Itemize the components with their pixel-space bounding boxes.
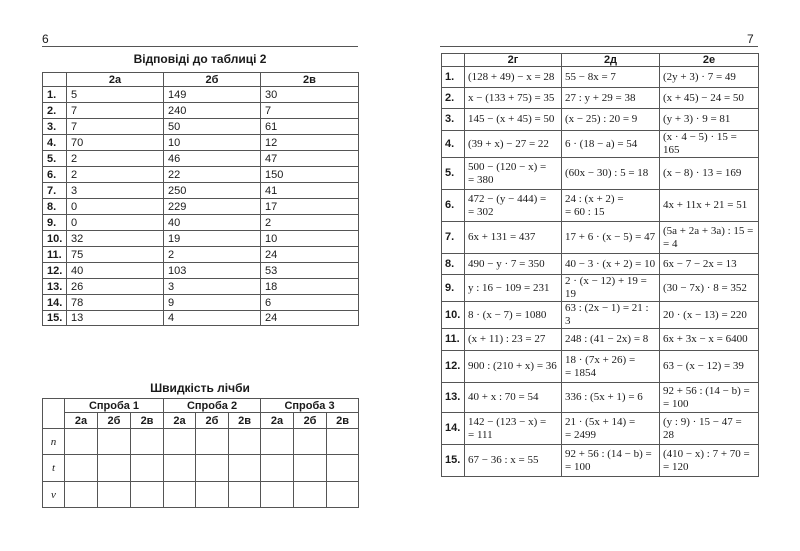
equation-line: (x − 8) · 13 = 169 bbox=[663, 167, 742, 179]
equation-line: = 2499 bbox=[565, 428, 596, 441]
equation-cell bbox=[465, 329, 562, 351]
equation-line: 6x − 7 − 2x = 13 bbox=[663, 257, 737, 270]
equation-cell bbox=[562, 445, 660, 477]
equation-line: 40 + x : 70 = 54 bbox=[468, 391, 539, 403]
equation-cell bbox=[660, 67, 759, 88]
answer-cell: 103 bbox=[164, 263, 261, 279]
equation-cell bbox=[465, 302, 562, 329]
answer-cell: 50 bbox=[164, 119, 261, 135]
row-number: 6. bbox=[442, 190, 465, 222]
speed-empty-cell bbox=[327, 482, 359, 508]
row-number: 10. bbox=[43, 231, 67, 247]
equation-cell bbox=[660, 413, 759, 445]
speed-empty-cell bbox=[164, 429, 196, 455]
equation-line: (x + 45) − 24 = 50 bbox=[663, 91, 744, 104]
equation-cell bbox=[660, 222, 759, 254]
answer-cell: 26 bbox=[67, 279, 164, 295]
answer-cell: 7 bbox=[67, 103, 164, 119]
equation-line: = 302 bbox=[468, 205, 494, 218]
row-number: 6. bbox=[43, 167, 67, 183]
equation-row bbox=[442, 88, 759, 109]
equation-line: 17 + 6 · (x − 5) = 47 bbox=[565, 231, 656, 243]
answer-cell: 2 bbox=[67, 151, 164, 167]
answers-row bbox=[43, 279, 359, 295]
equation-cell bbox=[465, 109, 562, 131]
row-number: 5. bbox=[43, 151, 67, 167]
equation-cell bbox=[562, 67, 660, 88]
equation-line: 6 · (18 − a) = 54 bbox=[565, 137, 638, 150]
equation-row bbox=[442, 67, 759, 88]
speed-empty-cell bbox=[131, 482, 164, 508]
equation-line: (128 + 49) − x = 28 bbox=[468, 70, 555, 83]
equation-line: = 111 bbox=[468, 428, 493, 441]
equation-line: (y + 3) · 9 = 81 bbox=[663, 113, 731, 125]
answers-header-cell: 2а bbox=[67, 73, 164, 87]
row-number: 5. bbox=[442, 158, 465, 190]
row-number: 11. bbox=[43, 247, 67, 263]
equation-cell bbox=[465, 254, 562, 275]
row-number: 1. bbox=[442, 67, 465, 88]
row-number: 1. bbox=[43, 87, 67, 103]
speed-col-header: 2а bbox=[65, 413, 98, 429]
equation-line: 336 : (5x + 1) = 6 bbox=[565, 391, 643, 403]
answer-cell: 30 bbox=[261, 87, 359, 103]
equation-line: 63 − (x − 12) = 39 bbox=[663, 360, 744, 372]
row-number: 2. bbox=[442, 88, 465, 109]
equation-row bbox=[442, 109, 759, 131]
answer-cell: 12 bbox=[261, 135, 359, 151]
equation-row bbox=[442, 302, 759, 329]
equation-cell bbox=[660, 445, 759, 477]
speed-row-label: v bbox=[43, 482, 65, 508]
row-number: 12. bbox=[43, 263, 67, 279]
row-number: 7. bbox=[442, 222, 465, 254]
speed-empty-cell bbox=[327, 429, 359, 455]
speed-row-label: n bbox=[43, 429, 65, 455]
row-number: 7. bbox=[43, 183, 67, 199]
page-number-right: 7 bbox=[747, 32, 754, 46]
speed-empty-cell bbox=[229, 429, 261, 455]
answer-cell: 17 bbox=[261, 199, 359, 215]
equation-cell bbox=[562, 109, 660, 131]
speed-empty-cell bbox=[229, 482, 261, 508]
answer-cell: 18 bbox=[261, 279, 359, 295]
speed-col-header: 2а bbox=[164, 413, 196, 429]
equation-cell bbox=[465, 445, 562, 477]
equation-cell bbox=[660, 131, 759, 158]
equation-cell bbox=[660, 275, 759, 302]
equation-line: 4x + 11x + 21 = 51 bbox=[663, 199, 748, 211]
equation-cell bbox=[660, 109, 759, 131]
answer-cell: 32 bbox=[67, 231, 164, 247]
speed-empty-cell bbox=[131, 429, 164, 455]
equation-cell bbox=[562, 88, 660, 109]
speed-empty-cell bbox=[98, 429, 131, 455]
equation-line: 92 + 56 : (14 − b) = bbox=[565, 447, 652, 460]
equation-cell bbox=[562, 351, 660, 383]
answer-cell: 53 bbox=[261, 263, 359, 279]
row-number: 3. bbox=[43, 119, 67, 135]
row-number: 2. bbox=[43, 103, 67, 119]
answer-cell: 78 bbox=[67, 295, 164, 311]
row-number: 4. bbox=[442, 131, 465, 158]
speed-row bbox=[43, 429, 359, 455]
equation-cell bbox=[660, 190, 759, 222]
answers-row bbox=[43, 151, 359, 167]
equation-row bbox=[442, 190, 759, 222]
answer-cell: 47 bbox=[261, 151, 359, 167]
equation-row bbox=[442, 275, 759, 302]
page-number-left: 6 bbox=[42, 32, 49, 46]
answers-row bbox=[43, 295, 359, 311]
answers-title: Відповіді до таблиці 2 bbox=[133, 52, 267, 66]
answer-cell: 2 bbox=[261, 215, 359, 231]
speed-empty-cell bbox=[261, 482, 294, 508]
speed-col-header: 2б bbox=[294, 413, 327, 429]
speed-empty-cell bbox=[294, 482, 327, 508]
answer-cell: 10 bbox=[261, 231, 359, 247]
equation-line: 6x + 131 = 437 bbox=[468, 231, 536, 243]
speed-corner-cell bbox=[43, 399, 65, 429]
equation-cell bbox=[660, 158, 759, 190]
answers-row bbox=[43, 119, 359, 135]
equation-line: = 380 bbox=[468, 173, 494, 186]
equation-line: 500 − (120 − x) = bbox=[468, 160, 547, 173]
equation-cell bbox=[562, 158, 660, 190]
equation-line: = 1854 bbox=[565, 366, 596, 379]
equation-cell bbox=[660, 351, 759, 383]
speed-col-header: 2б bbox=[98, 413, 131, 429]
equation-line: 21 · (5x + 14) = bbox=[565, 415, 636, 428]
answers-row bbox=[43, 167, 359, 183]
answers-header-cell bbox=[43, 73, 67, 87]
row-number: 9. bbox=[442, 275, 465, 302]
answer-cell: 41 bbox=[261, 183, 359, 199]
answers-row bbox=[43, 103, 359, 119]
answer-cell: 75 bbox=[67, 247, 164, 263]
answer-cell: 0 bbox=[67, 215, 164, 231]
equation-line: (x − 25) : 20 = 9 bbox=[565, 113, 638, 125]
row-number: 11. bbox=[442, 329, 465, 351]
equations-table bbox=[441, 53, 759, 477]
attempt-header: Спроба 3 bbox=[261, 399, 359, 413]
equation-cell bbox=[660, 302, 759, 329]
answer-cell: 0 bbox=[67, 199, 164, 215]
answer-cell: 46 bbox=[164, 151, 261, 167]
row-number: 13. bbox=[442, 383, 465, 413]
equation-line: (x + 11) : 23 = 27 bbox=[468, 333, 546, 345]
speed-empty-cell bbox=[261, 455, 294, 482]
answers-row bbox=[43, 215, 359, 231]
equation-cell bbox=[465, 67, 562, 88]
equation-line: 145 − (x + 45) = 50 bbox=[468, 113, 555, 125]
row-number: 4. bbox=[43, 135, 67, 151]
equation-cell bbox=[562, 329, 660, 351]
answer-cell: 24 bbox=[261, 247, 359, 263]
answer-cell: 3 bbox=[164, 279, 261, 295]
equation-cell bbox=[465, 131, 562, 158]
equation-line: 142 − (123 − x) = bbox=[468, 415, 547, 428]
equation-cell bbox=[465, 190, 562, 222]
answer-cell: 10 bbox=[164, 135, 261, 151]
equation-row bbox=[442, 413, 759, 445]
equation-cell bbox=[562, 131, 660, 158]
equations-header-cell: 2е bbox=[660, 54, 759, 67]
equation-row bbox=[442, 351, 759, 383]
row-number: 3. bbox=[442, 109, 465, 131]
equation-line: = 4 bbox=[663, 237, 678, 250]
answers-row bbox=[43, 247, 359, 263]
equation-line: (2y + 3) · 7 = 49 bbox=[663, 70, 736, 83]
equation-cell bbox=[660, 254, 759, 275]
equation-line: 20 · (x − 13) = 220 bbox=[663, 308, 747, 321]
equation-line: (39 + x) − 27 = 22 bbox=[468, 137, 549, 150]
equation-line: y : 16 − 109 = 231 bbox=[468, 281, 550, 294]
equation-line: = 100 bbox=[565, 460, 591, 473]
equation-line: = 60 : 15 bbox=[565, 205, 605, 218]
equation-cell bbox=[562, 275, 660, 302]
speed-empty-cell bbox=[65, 455, 98, 482]
row-number: 14. bbox=[442, 413, 465, 445]
equation-cell bbox=[465, 413, 562, 445]
equation-cell bbox=[660, 329, 759, 351]
row-number: 10. bbox=[442, 302, 465, 329]
answer-cell: 240 bbox=[164, 103, 261, 119]
header-rule-right bbox=[440, 46, 758, 47]
equation-line: 40 − 3 · (x + 2) = 10 bbox=[565, 257, 656, 270]
equation-cell bbox=[562, 302, 660, 329]
equation-cell bbox=[465, 222, 562, 254]
speed-empty-cell bbox=[65, 482, 98, 508]
equation-line: 27 : y + 29 = 38 bbox=[565, 91, 636, 104]
equation-cell bbox=[562, 222, 660, 254]
equation-line: 24 : (x + 2) = bbox=[565, 192, 624, 205]
speed-empty-cell bbox=[196, 482, 229, 508]
row-number: 14. bbox=[43, 295, 67, 311]
speed-empty-cell bbox=[229, 455, 261, 482]
equation-cell bbox=[562, 383, 660, 413]
answers-row bbox=[43, 311, 359, 326]
equation-line: (60x − 30) : 5 = 18 bbox=[565, 167, 649, 179]
equation-line: (x · 4 − 5) · 15 = 165 bbox=[663, 131, 737, 156]
answer-cell: 24 bbox=[261, 311, 359, 326]
answer-cell: 61 bbox=[261, 119, 359, 135]
equation-row bbox=[442, 254, 759, 275]
row-number: 9. bbox=[43, 215, 67, 231]
speed-empty-cell bbox=[327, 455, 359, 482]
equation-row bbox=[442, 445, 759, 477]
equation-row bbox=[442, 131, 759, 158]
row-number: 8. bbox=[442, 254, 465, 275]
answers-row bbox=[43, 183, 359, 199]
equation-line: 6x + 3x − x = 6400 bbox=[663, 333, 748, 345]
speed-empty-cell bbox=[98, 455, 131, 482]
equation-line: 67 − 36 : x = 55 bbox=[468, 454, 539, 466]
answer-cell: 9 bbox=[164, 295, 261, 311]
answer-cell: 13 bbox=[67, 311, 164, 326]
answer-cell: 149 bbox=[164, 87, 261, 103]
speed-empty-cell bbox=[294, 429, 327, 455]
answer-cell: 22 bbox=[164, 167, 261, 183]
equation-line: 2 · (x − 12) + 19 = 19 bbox=[565, 275, 647, 300]
speed-empty-cell bbox=[196, 429, 229, 455]
equation-line: = 120 bbox=[663, 460, 689, 473]
answer-cell: 2 bbox=[164, 247, 261, 263]
speed-col-header: 2в bbox=[327, 413, 359, 429]
equation-line: (410 − x) : 7 + 70 = bbox=[663, 447, 750, 460]
equations-header-cell bbox=[442, 54, 465, 67]
row-number: 8. bbox=[43, 199, 67, 215]
equation-row bbox=[442, 329, 759, 351]
equation-line: 92 + 56 : (14 − b) = bbox=[663, 384, 750, 397]
equation-row bbox=[442, 158, 759, 190]
attempt-header: Спроба 2 bbox=[164, 399, 261, 413]
answer-cell: 150 bbox=[261, 167, 359, 183]
speed-row bbox=[43, 455, 359, 482]
answer-cell: 19 bbox=[164, 231, 261, 247]
header-rule-left bbox=[42, 46, 358, 47]
answers-row bbox=[43, 135, 359, 151]
answers-header-cell: 2в bbox=[261, 73, 359, 87]
equation-line: 900 : (210 + x) = 36 bbox=[468, 360, 557, 372]
row-number: 15. bbox=[43, 311, 67, 326]
row-number: 12. bbox=[442, 351, 465, 383]
answers-row bbox=[43, 231, 359, 247]
equation-line: (30 − 7x) · 8 = 352 bbox=[663, 281, 747, 294]
equation-line: x − (133 + 75) = 35 bbox=[468, 91, 555, 104]
equation-line: 55 − 8x = 7 bbox=[565, 70, 616, 83]
answer-cell: 4 bbox=[164, 311, 261, 326]
speed-col-header: 2в bbox=[131, 413, 164, 429]
answer-cell: 2 bbox=[67, 167, 164, 183]
equation-line: 490 − y · 7 = 350 bbox=[468, 257, 545, 270]
answers-header-cell: 2б bbox=[164, 73, 261, 87]
row-number: 15. bbox=[442, 445, 465, 477]
equation-line: 8 · (x − 7) = 1080 bbox=[468, 308, 547, 321]
answers-table bbox=[42, 72, 359, 326]
speed-title: Швидкість лічби bbox=[150, 381, 250, 395]
speed-row-label: t bbox=[43, 455, 65, 482]
answer-cell: 7 bbox=[67, 119, 164, 135]
speed-empty-cell bbox=[164, 482, 196, 508]
equation-cell bbox=[562, 413, 660, 445]
equation-line: = 100 bbox=[663, 397, 689, 410]
equation-line: 18 · (7x + 26) = bbox=[565, 353, 636, 366]
answer-cell: 40 bbox=[164, 215, 261, 231]
equation-line: 63 : (2x − 1) = 21 : 3 bbox=[565, 302, 649, 327]
answer-cell: 229 bbox=[164, 199, 261, 215]
answer-cell: 40 bbox=[67, 263, 164, 279]
equations-header-cell: 2г bbox=[465, 54, 562, 67]
row-number: 13. bbox=[43, 279, 67, 295]
answers-row bbox=[43, 263, 359, 279]
answer-cell: 6 bbox=[261, 295, 359, 311]
speed-empty-cell bbox=[196, 455, 229, 482]
answers-row bbox=[43, 87, 359, 103]
equation-cell bbox=[660, 383, 759, 413]
answers-row bbox=[43, 199, 359, 215]
equation-cell bbox=[465, 383, 562, 413]
speed-col-header: 2в bbox=[229, 413, 261, 429]
answer-cell: 250 bbox=[164, 183, 261, 199]
speed-table bbox=[42, 398, 359, 508]
speed-row bbox=[43, 482, 359, 508]
speed-col-header: 2а bbox=[261, 413, 294, 429]
speed-empty-cell bbox=[261, 429, 294, 455]
speed-empty-cell bbox=[294, 455, 327, 482]
speed-col-header: 2б bbox=[196, 413, 229, 429]
equation-line: 248 : (41 − 2x) = 8 bbox=[565, 333, 649, 345]
equation-row bbox=[442, 383, 759, 413]
answer-cell: 70 bbox=[67, 135, 164, 151]
equation-cell bbox=[562, 254, 660, 275]
speed-empty-cell bbox=[131, 455, 164, 482]
speed-empty-cell bbox=[164, 455, 196, 482]
equations-header-cell: 2д bbox=[562, 54, 660, 67]
equation-row bbox=[442, 222, 759, 254]
equation-cell bbox=[660, 88, 759, 109]
speed-empty-cell bbox=[98, 482, 131, 508]
equation-line: 472 − (y − 444) = bbox=[468, 192, 547, 205]
equation-cell bbox=[465, 158, 562, 190]
answer-cell: 7 bbox=[261, 103, 359, 119]
attempt-header: Спроба 1 bbox=[65, 399, 164, 413]
answer-cell: 5 bbox=[67, 87, 164, 103]
speed-empty-cell bbox=[65, 429, 98, 455]
equation-cell bbox=[562, 190, 660, 222]
equation-cell bbox=[465, 351, 562, 383]
equation-cell bbox=[465, 275, 562, 302]
equation-line: (5a + 2a + 3a) : 15 = bbox=[663, 224, 754, 237]
equation-cell bbox=[465, 88, 562, 109]
equation-line: (y : 9) · 15 − 47 = 28 bbox=[663, 415, 742, 441]
answer-cell: 3 bbox=[67, 183, 164, 199]
